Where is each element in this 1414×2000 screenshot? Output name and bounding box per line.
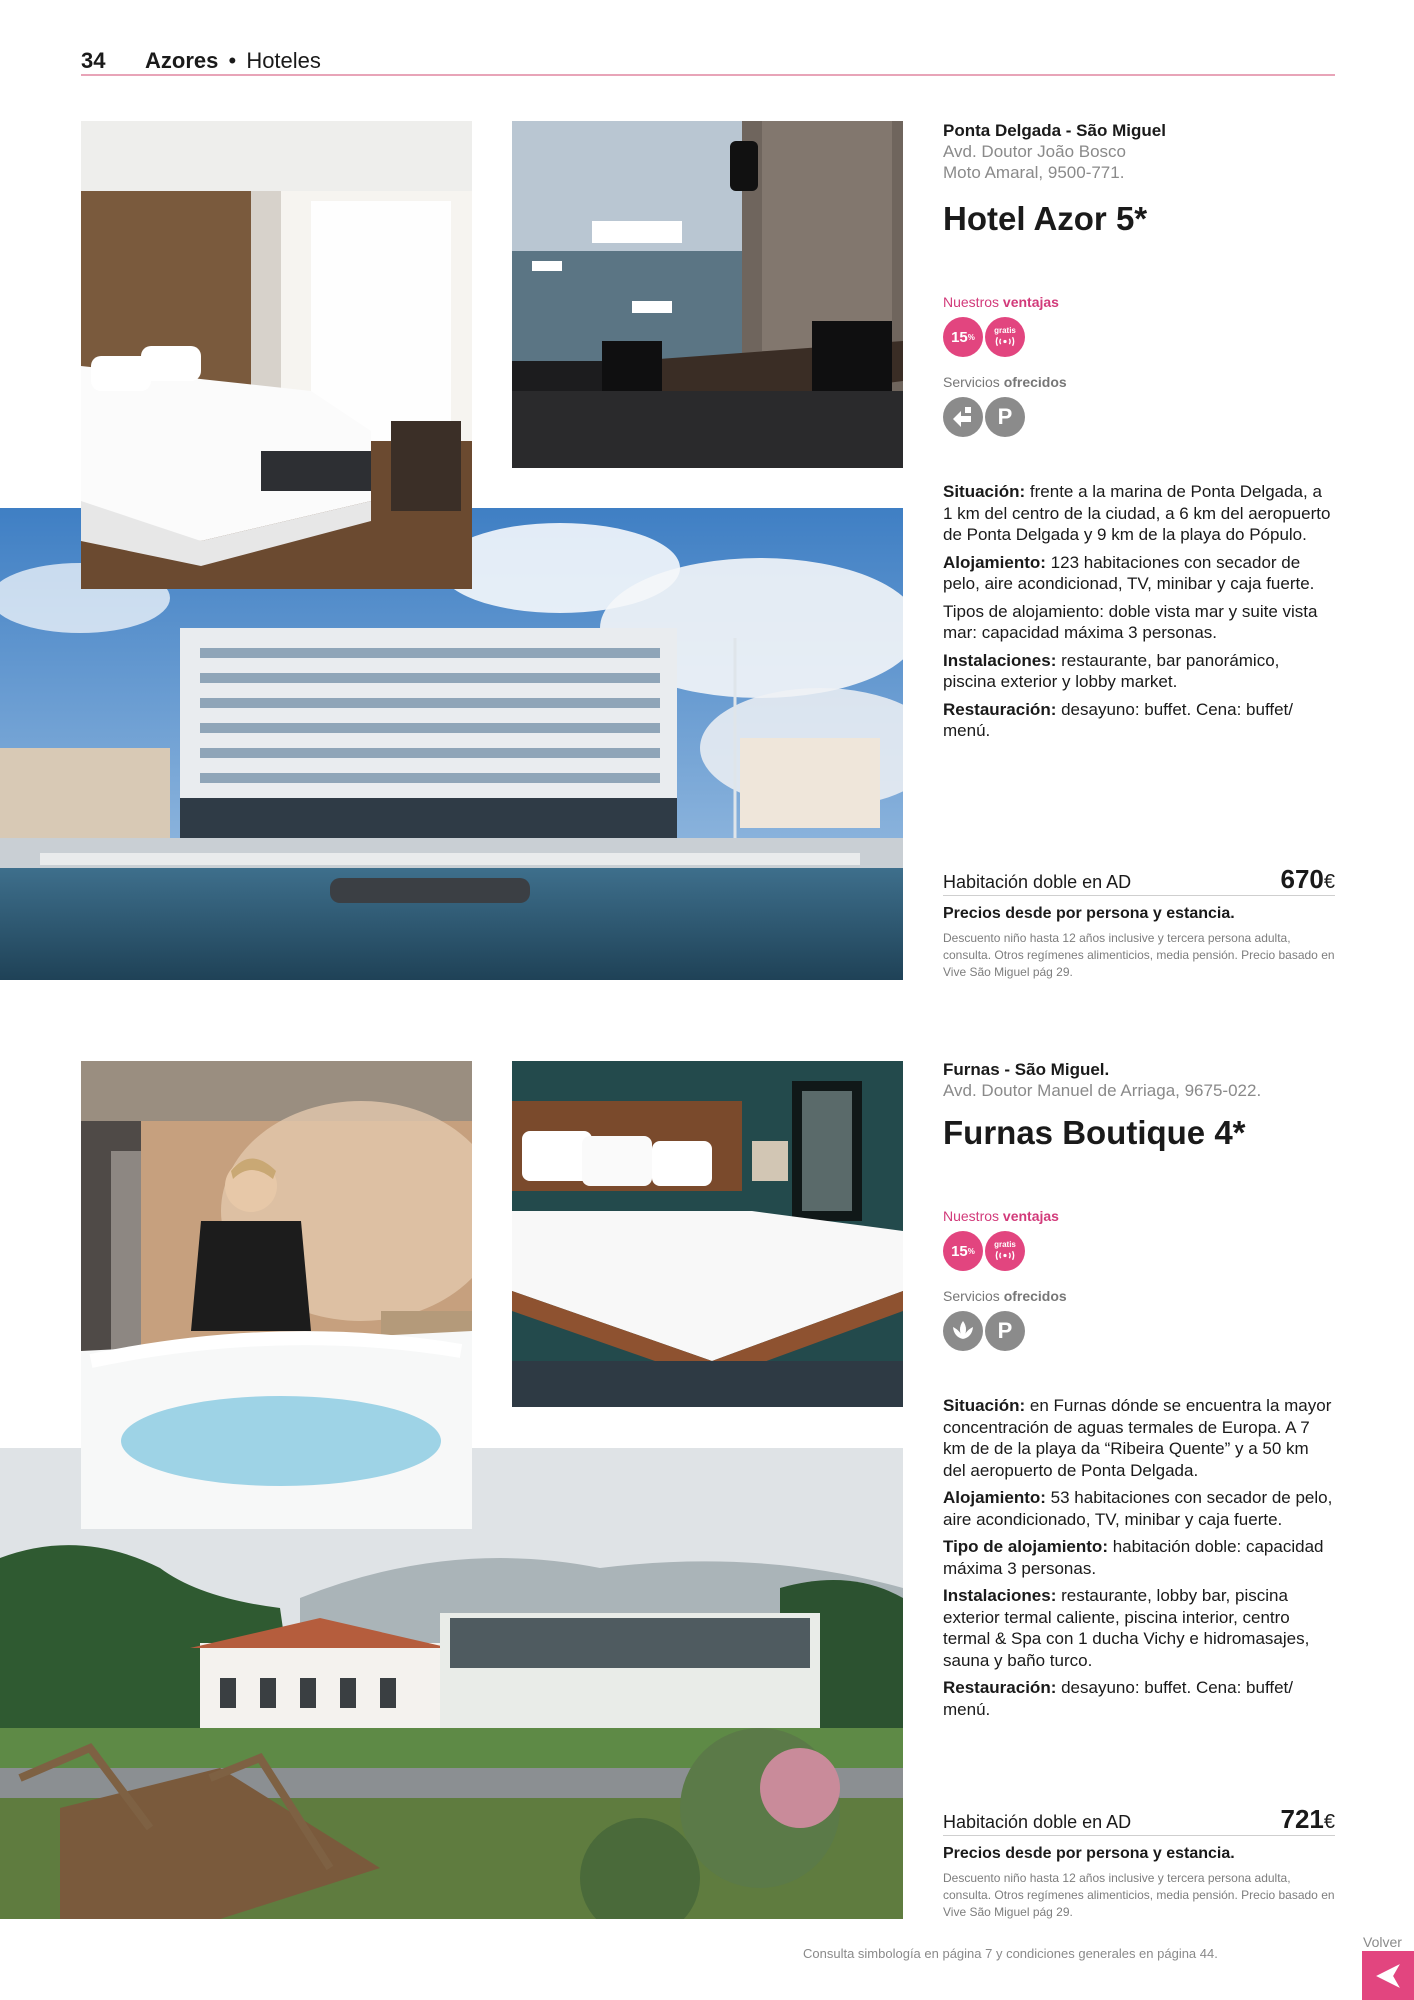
detail-alojamiento: [943, 1487, 1335, 1530]
detail-text: frente a la marina de Ponta Delgada, a 1 km del centro de la ciudad, a 6 km del aeropuerto de Ponta Delgada y 9 km de la playa do Pópulo.: [943, 482, 1331, 544]
servicios-label: [943, 1287, 1335, 1305]
fine-print: Descuento niño hasta 12 años inclusive y tercera persona adulta, consulta. Otros regímenes alimenticios, media pensión. Precio basado en Vive São Miguel pág 29.: [943, 1871, 1335, 1919]
detail-instalaciones: [943, 1585, 1335, 1671]
ventajas-prefix: Nuestros: [943, 1208, 1000, 1224]
price-amount: 721: [1280, 1804, 1324, 1834]
discount-badge-sup: %: [967, 332, 975, 342]
price-value: [1280, 1804, 1335, 1835]
transfer-icon: [943, 397, 983, 437]
footer-note: Consulta simbología en página 7 y condiciones generales en página 44.: [803, 1946, 1218, 1961]
wifi-free-icon: [985, 1231, 1025, 1271]
hotel-name: Hotel Azor 5*: [943, 200, 1148, 237]
hotel-azor-restaurant-photo: [512, 121, 903, 468]
hotel-azor-room-photo: [81, 121, 472, 589]
detail-situacion: [943, 1395, 1335, 1481]
discount-badge-icon: [943, 1231, 983, 1271]
wifi-free-icon: [985, 317, 1025, 357]
detail-alojamiento: [943, 552, 1335, 595]
hotel-location: Furnas - São Miguel.: [943, 1060, 1110, 1079]
detail-text: 53 habitaciones con secador de pelo, aire acondicionado, TV, minibar y caja fuerte.: [943, 1488, 1333, 1529]
detail-label: Alojamiento:: [943, 1488, 1046, 1507]
volver-label: Volver: [1363, 1934, 1402, 1950]
ventajas-word: ventajas: [1002, 294, 1059, 310]
fine-print: Descuento niño hasta 12 años inclusive y tercera persona adulta, consulta. Otros regímenes alimenticios, media pensión. Precio basado en Vive São Miguel pág 29.: [943, 931, 1335, 979]
ventajas-badges: [943, 317, 1335, 357]
detail-text: desayuno: buffet. Cena: buffet/ menú.: [943, 1678, 1293, 1719]
servicios-prefix: Servicios: [943, 1288, 1000, 1304]
hotel-address-line2: Moto Amaral, 9500-771.: [943, 163, 1125, 182]
discount-badge-text: 15: [951, 328, 968, 346]
servicios-word: ofrecidos: [1003, 1288, 1067, 1304]
servicios-prefix: Servicios: [943, 374, 1000, 390]
price-label: Habitación doble en AD: [943, 872, 1132, 892]
detail-label: Instalaciones:: [943, 650, 1057, 670]
price-label: Habitación doble en AD: [943, 1812, 1132, 1832]
parking-letter: P: [997, 1318, 1013, 1343]
detail-situacion: [943, 481, 1335, 546]
detail-restauracion: [943, 1677, 1335, 1720]
ventajas-label: [943, 1207, 1335, 1225]
wifi-free-text: gratis: [994, 326, 1016, 335]
price-note: Precios desde por persona y estancia.: [943, 1845, 1235, 1862]
price-value: [1280, 864, 1335, 895]
detail-label: Instalaciones:: [943, 1586, 1057, 1605]
detail-text: en Furnas dónde se encuentra la mayor concentración de aguas termales de Europa. A 7 km de de la playa da “Ribeira Quente” y a 50 km del aeropuerto de Ponta Delgada.: [943, 1396, 1332, 1480]
furnas-info: [943, 1059, 1335, 1726]
parking-letter: P: [997, 404, 1013, 429]
detail-restauracion: [943, 699, 1335, 742]
detail-label: Tipo de alojamiento:: [943, 1537, 1108, 1556]
detail-text: habitación doble: capacidad máxima 3 personas.: [943, 1537, 1324, 1578]
ventajas-word: ventajas: [1002, 1208, 1059, 1224]
price-note: Precios desde por persona y estancia.: [943, 905, 1235, 922]
detail-tipos: [943, 601, 1335, 644]
hotel-description: [943, 481, 1335, 742]
price-currency: €: [1323, 1811, 1335, 1833]
discount-badge-icon: [943, 317, 983, 357]
detail-instalaciones: [943, 650, 1335, 693]
hotel-address-line1: Avd. Doutor Manuel de Arriaga, 9675-022.: [943, 1081, 1262, 1100]
price-row: [943, 1802, 1335, 1836]
volver-button[interactable]: [1362, 1951, 1414, 2000]
detail-text: 123 habitaciones con secador de pelo, aire acondicionad, TV, minibar y caja fuerte.: [943, 552, 1315, 593]
discount-badge-sup: %: [967, 1246, 975, 1256]
page-number: 34: [81, 48, 106, 73]
detail-text: desayuno: buffet. Cena: buffet/ menú.: [943, 699, 1293, 740]
detail-text: restaurante, lobby bar, piscina exterior termal caliente, piscina interior, centro termal & Spa con 1 ducha Vichy e hidromasajes, sauna y baño turco.: [943, 1586, 1310, 1670]
detail-label: Alojamiento:: [943, 552, 1046, 572]
furnas-spa-photo: [81, 1061, 472, 1529]
servicios-icons: [943, 1311, 1335, 1351]
price-amount: 670: [1280, 864, 1324, 894]
hotel-location: Ponta Delgada - São Miguel: [943, 121, 1166, 140]
detail-text: Tipos de alojamiento: doble vista mar y suite vista mar: capacidad máxima 3 personas.: [943, 601, 1318, 642]
hotel-address-line1: Avd. Doutor João Bosco: [943, 142, 1127, 161]
furnas-price: [943, 1802, 1335, 1921]
furnas-room-photo: [512, 1061, 903, 1407]
header-title: [145, 48, 321, 74]
spa-icon: [943, 1311, 983, 1351]
servicios-word: ofrecidos: [1003, 374, 1067, 390]
wifi-free-text: gratis: [994, 1240, 1016, 1249]
detail-tipo: [943, 1536, 1335, 1579]
detail-label: Restauración:: [943, 1678, 1057, 1697]
ventajas-prefix: Nuestros: [943, 294, 1000, 310]
hotel-description: [943, 1395, 1335, 1720]
detail-text: restaurante, bar panorámico, piscina exterior y lobby market.: [943, 650, 1280, 691]
price-currency: €: [1323, 871, 1335, 893]
discount-badge-text: 15: [951, 1242, 968, 1260]
header-region: Azores: [145, 48, 219, 73]
page-header: [81, 44, 1335, 76]
ventajas-badges: [943, 1231, 1335, 1271]
hotel-name: Furnas Boutique 4*: [943, 1114, 1246, 1151]
parking-icon: [985, 1311, 1025, 1351]
detail-label: Situación:: [943, 482, 1026, 501]
detail-label: Situación:: [943, 1396, 1026, 1415]
back-arrow-icon: [1371, 1959, 1405, 1993]
header-section: Hoteles: [246, 48, 321, 73]
parking-icon: [985, 397, 1025, 437]
price-row: [943, 862, 1335, 896]
servicios-label: [943, 373, 1335, 391]
hotel-azor-price: [943, 862, 1335, 981]
ventajas-label: [943, 293, 1335, 311]
servicios-icons: [943, 397, 1335, 437]
detail-label: Restauración:: [943, 699, 1057, 719]
hotel-azor-info: [943, 120, 1335, 748]
header-separator: •: [228, 48, 237, 73]
